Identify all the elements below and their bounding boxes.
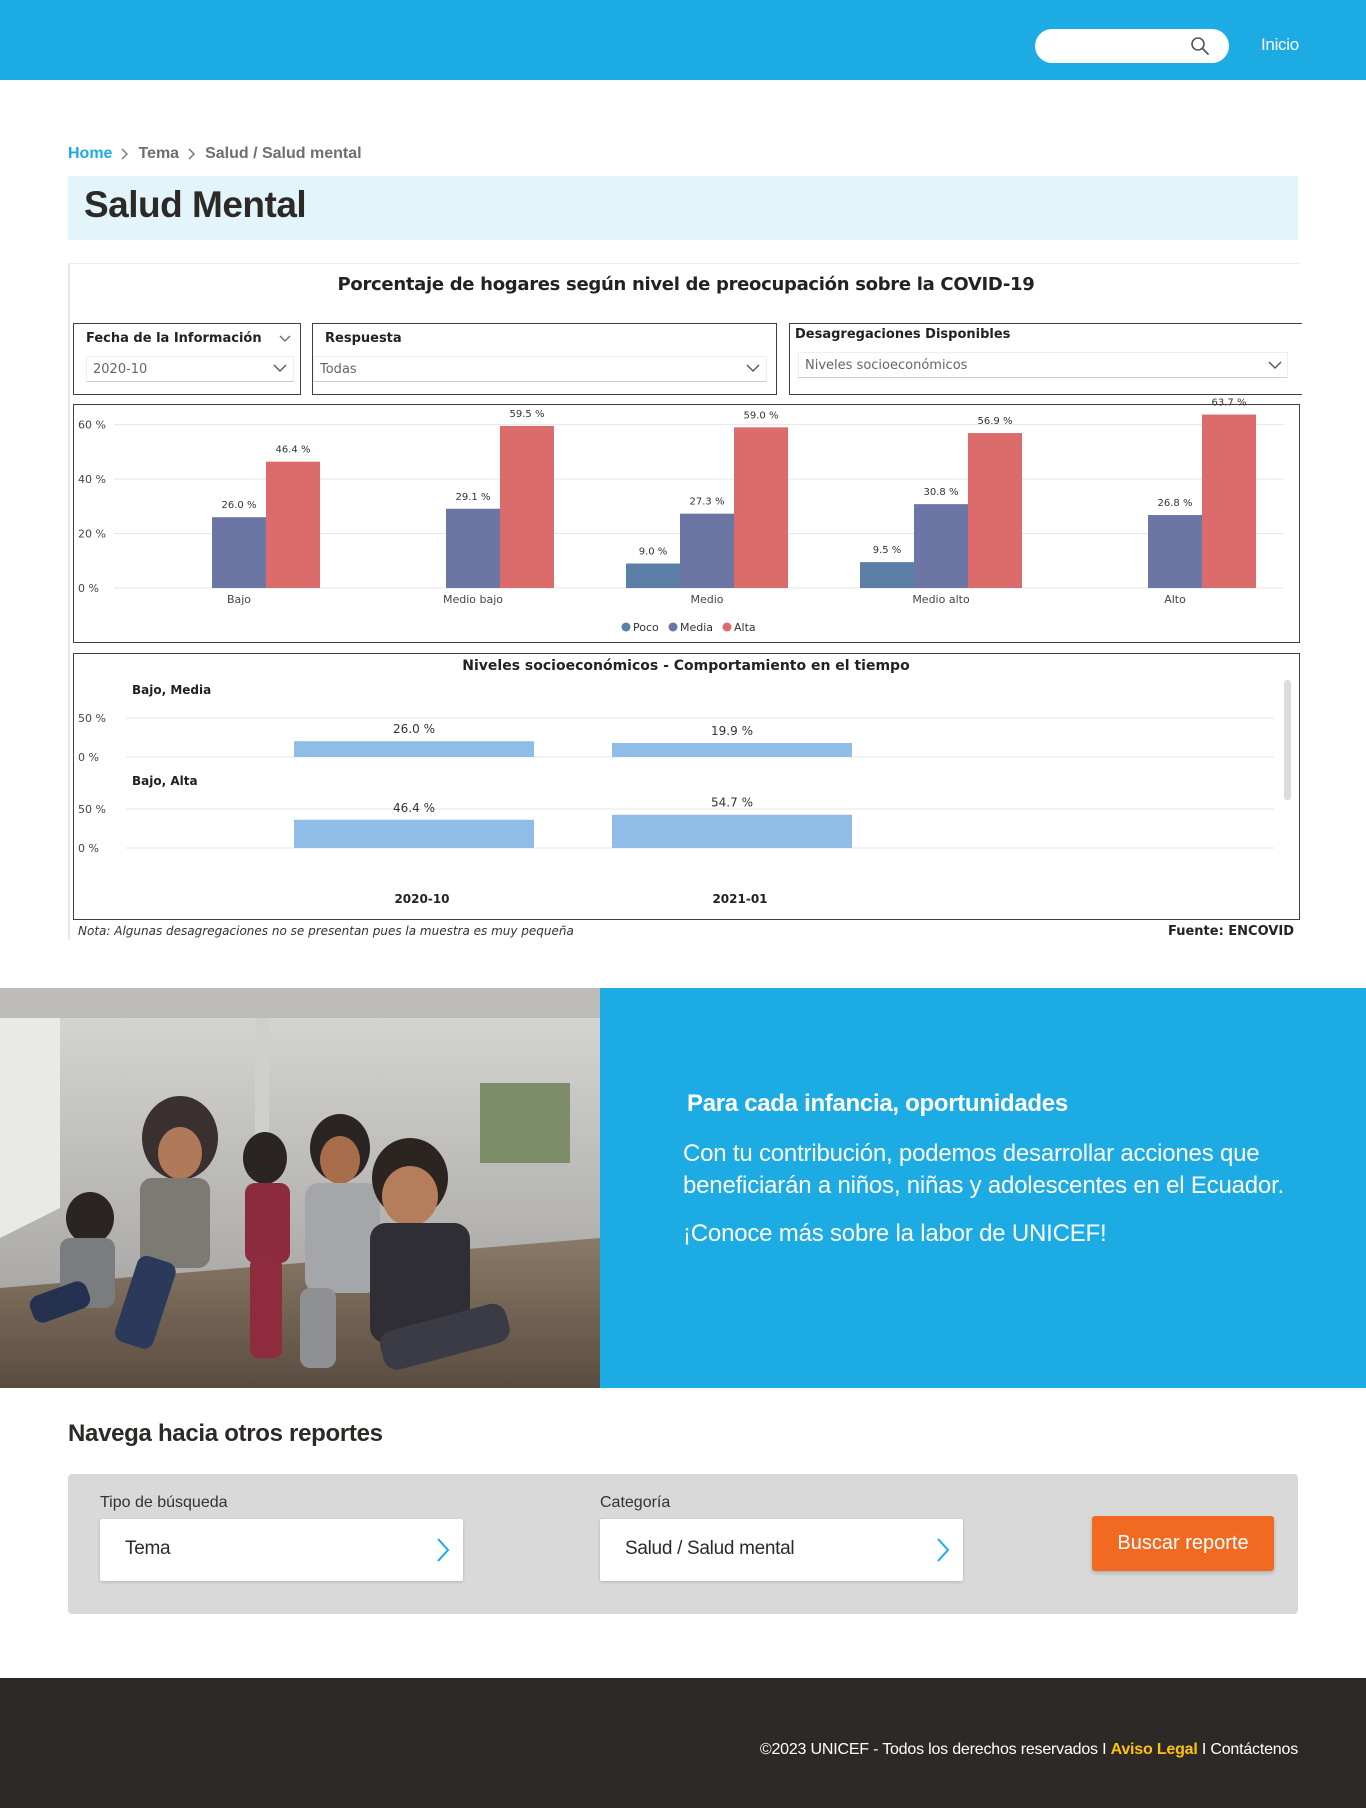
data-label: 54.7 %	[711, 795, 753, 810]
bar-media	[212, 517, 266, 588]
breadcrumb-tema[interactable]: Tema	[138, 145, 180, 162]
slicer-respuesta-dropdown[interactable]	[313, 356, 767, 382]
promo-heading: Para cada infancia, oportunidades	[687, 1090, 1068, 1117]
chevron-right-icon	[935, 1536, 951, 1564]
y-tick-label: 20 %	[78, 527, 106, 541]
data-label: 29.1 %	[455, 491, 491, 503]
report-source: Fuente: ENCOVID	[1167, 924, 1294, 939]
dancing-children-photo	[0, 988, 600, 1388]
x-tick-label: 2020-10	[394, 892, 450, 906]
legend-label: Alta	[734, 621, 756, 634]
chevron-right-icon	[435, 1536, 451, 1564]
legend-label: Poco	[633, 621, 659, 634]
chevron-down-icon[interactable]	[745, 363, 761, 373]
slicer-fecha-dropdown[interactable]	[86, 356, 294, 382]
tipo-busqueda-label: Tipo de búsqueda	[100, 1494, 228, 1511]
footer-separator: I	[1097, 1741, 1111, 1758]
data-label: 30.8 %	[923, 487, 959, 499]
data-label: 46.4 %	[393, 800, 435, 815]
panel-label: Bajo, Alta	[132, 774, 198, 788]
data-label: 59.5 %	[509, 408, 545, 420]
page-title: Salud Mental	[84, 184, 307, 225]
x-tick-label: Medio alto	[912, 593, 970, 606]
categoria-label: Categoría	[600, 1494, 671, 1511]
slicer-desagregaciones-dropdown[interactable]	[798, 352, 1288, 378]
promo-cta-link[interactable]: ¡Conoce más sobre la labor de UNICEF!	[683, 1220, 1107, 1247]
slicer-respuesta	[312, 323, 777, 395]
search-icon[interactable]	[1190, 36, 1210, 56]
report-panel	[68, 263, 1300, 940]
footer-separator: I	[1197, 1741, 1211, 1758]
chevron-right-icon	[182, 147, 202, 161]
buscar-reporte-button[interactable]: Buscar reporte	[1092, 1516, 1274, 1571]
tipo-busqueda-value: Tema	[125, 1538, 171, 1559]
y-tick-label: 60 %	[78, 418, 106, 432]
data-label: 27.3 %	[689, 496, 725, 508]
legend-marker	[622, 623, 631, 632]
panel-label: Bajo, Media	[132, 683, 212, 697]
chart-title: Niveles socioeconómicos - Comportamiento en el tiempo	[462, 658, 910, 674]
report-title: Porcentaje de hogares según nivel de preocupación sobre la COVID-19	[337, 274, 1035, 295]
y-tick-label: 50 %	[78, 803, 106, 816]
bar-poco	[860, 562, 914, 588]
scrollbar	[1284, 680, 1291, 800]
categoria-select[interactable]	[600, 1519, 963, 1581]
x-tick-label: Bajo	[226, 593, 252, 606]
bar	[612, 743, 852, 757]
aviso-legal-link[interactable]: Aviso Legal	[1110, 1741, 1198, 1758]
slicer-desagregaciones-value: Niveles socioeconómicos	[805, 358, 968, 373]
report-note: Nota: Algunas desagregaciones no se presentan pues la muestra es muy pequeña	[78, 924, 574, 938]
bar-alta	[734, 427, 788, 588]
chevron-down-icon[interactable]	[277, 334, 293, 344]
slicer-respuesta-label: Respuesta	[325, 331, 402, 346]
y-tick-label: 40 %	[78, 473, 106, 487]
chart-time-series	[73, 653, 1300, 920]
promo-photo	[0, 988, 600, 1388]
top-header	[0, 0, 1366, 80]
y-tick-label: 50 %	[78, 712, 106, 725]
bar	[294, 741, 534, 757]
y-tick-label: 0 %	[78, 751, 99, 764]
bar	[612, 815, 852, 848]
y-tick-label: 0 %	[78, 582, 99, 595]
x-tick-label: Alto	[1164, 593, 1186, 606]
chart-grouped-bars	[73, 397, 1300, 643]
bar-media	[446, 509, 500, 588]
footer-copyright: ©2023 UNICEF - Todos los derechos reservados	[759, 1741, 1098, 1758]
bar-media	[680, 514, 734, 588]
data-label: 26.8 %	[1157, 498, 1193, 510]
chevron-right-icon	[115, 147, 135, 161]
bar-alta	[266, 462, 320, 588]
breadcrumb-home[interactable]: Home	[68, 145, 113, 162]
bar-poco	[626, 563, 680, 588]
chart-2-svg	[74, 654, 1298, 918]
promo-panel	[600, 988, 1366, 1388]
breadcrumb	[68, 145, 362, 163]
nav-inicio-link[interactable]: Inicio	[1261, 35, 1299, 54]
x-tick-label: Medio bajo	[442, 593, 504, 606]
navigator-panel	[68, 1474, 1298, 1614]
tipo-busqueda-select[interactable]	[100, 1519, 463, 1581]
slicer-fecha-value: 2020-10	[93, 362, 148, 377]
data-label: 63.7 %	[1211, 397, 1247, 409]
slicer-desagregaciones	[789, 323, 1302, 395]
bar-media	[914, 504, 968, 588]
data-label: 46.4 %	[275, 444, 311, 456]
promo-body: Con tu contribución, podemos desarrollar acciones que beneficiarán a niños, niñas y adolescentes en el Ecuador.	[683, 1140, 1285, 1199]
x-tick-label: Medio	[690, 593, 724, 606]
data-label: 19.9 %	[711, 724, 753, 738]
x-tick-label: 2021-01	[712, 892, 768, 906]
footer	[0, 1678, 1366, 1808]
data-label: 26.0 %	[221, 500, 257, 512]
chevron-down-icon[interactable]	[272, 363, 288, 373]
bar-alta	[968, 433, 1022, 588]
data-label: 59.0 %	[743, 410, 779, 422]
slicer-respuesta-value: Todas	[320, 362, 357, 377]
contactenos-link[interactable]: Contáctenos	[1210, 1741, 1298, 1758]
slicer-desagregaciones-label: Desagregaciones Disponibles	[795, 327, 1011, 342]
bar-media	[1148, 515, 1202, 588]
data-label: 9.5 %	[872, 545, 902, 557]
data-label: 9.0 %	[638, 546, 668, 558]
legend-label: Media	[680, 621, 714, 634]
bar	[294, 820, 534, 848]
data-label: 56.9 %	[977, 416, 1013, 428]
bar-alta	[500, 426, 554, 588]
legend-marker	[723, 623, 732, 632]
search-input[interactable]	[1049, 34, 1189, 58]
slicer-fecha-label: Fecha de la Información	[86, 331, 262, 346]
title-band	[68, 176, 1298, 240]
legend-marker	[669, 623, 678, 632]
data-label: 26.0 %	[393, 722, 435, 737]
breadcrumb-current[interactable]: Salud / Salud mental	[205, 145, 362, 162]
slicer-fecha	[73, 323, 301, 395]
navigator-heading: Navega hacia otros reportes	[68, 1420, 383, 1447]
y-tick-label: 0 %	[78, 842, 99, 855]
bar-alta	[1202, 415, 1256, 588]
chevron-down-icon[interactable]	[1267, 360, 1283, 370]
chart-1-svg	[74, 397, 1298, 641]
categoria-value: Salud / Salud mental	[625, 1538, 795, 1559]
footer-text	[760, 1741, 1298, 1759]
